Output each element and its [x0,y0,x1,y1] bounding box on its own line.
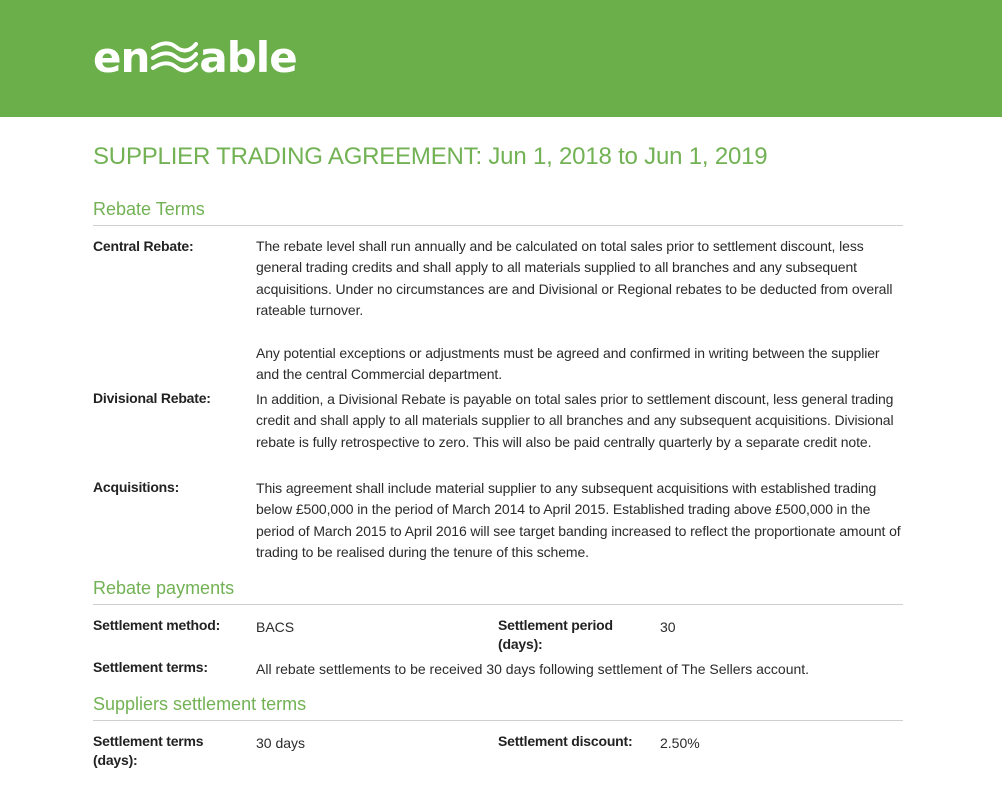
central-rebate-label: Central Rebate: [93,238,194,254]
settlement-period-value: 30 [660,619,676,635]
header-banner [0,0,1002,117]
logo-text-left: en [93,33,150,82]
section-heading-rebate-terms: Rebate Terms [93,199,205,219]
enable-logo [93,33,297,82]
settlement-discount-value: 2.50% [660,735,700,751]
settlement-method-value: BACS [256,619,295,635]
settlement-terms-days-label: Settlement terms (days): [93,733,204,768]
divisional-rebate-text: In addition, a Divisional Rebate is payable on total sales prior to settlement discount, less general trading credit and shall apply to all materials supplier to all branches and any subsequent acquisitions. Divisional rebate is fully retrospective to zero. This will also be paid centrally quarterly by a separate credit note. [256,391,894,450]
central-rebate-text: The rebate level shall run annually and be calculated on total sales prior to settlement discount, less general trading credits and shall apply to all materials supplied to all branches and any subsequent acquisitions. Under no circumstances are and Divisional or Regional rebates to be deducted from overall rateable turnover. [256,238,893,319]
acquisitions-label: Acquisitions: [93,479,180,495]
divider [93,720,903,721]
acquisitions-text: This agreement shall include material supplier to any subsequent acquisitions with established trading below £500,000 in the period of March 2014 to April 2015. Established trading above £500,000 in the period of March 2015 to April 2016 will see target banding increased to reflect the proportionate amount of trading to be realised during the tenure of this scheme. [256,480,901,561]
settlement-terms-value: All rebate settlements to be received 30 days following settlement of The Sellers account. [256,661,810,677]
divisional-rebate-label: Divisional Rebate: [93,390,211,406]
settlement-terms-label: Settlement terms: [93,659,208,675]
section-heading-rebate-payments: Rebate payments [93,578,235,598]
settlement-method-label: Settlement method: [93,617,221,633]
divider [93,225,903,226]
settlement-period-label: Settlement period (days): [498,617,613,652]
wave-icon [150,38,198,78]
section-heading-supplier-settlement: Suppliers settlement terms [93,694,307,714]
settlement-discount-label: Settlement discount: [498,733,633,749]
central-rebate-note: Any potential exceptions or adjustments must be agreed and confirmed in writing between the supplier and the central Commercial department. [256,345,880,383]
logo-text-right: able [199,33,297,82]
page-title: SUPPLIER TRADING AGREEMENT: Jun 1, 2018 to Jun 1, 2019 [93,143,768,170]
divider [93,604,903,605]
settlement-terms-days-value: 30 days [256,735,306,751]
